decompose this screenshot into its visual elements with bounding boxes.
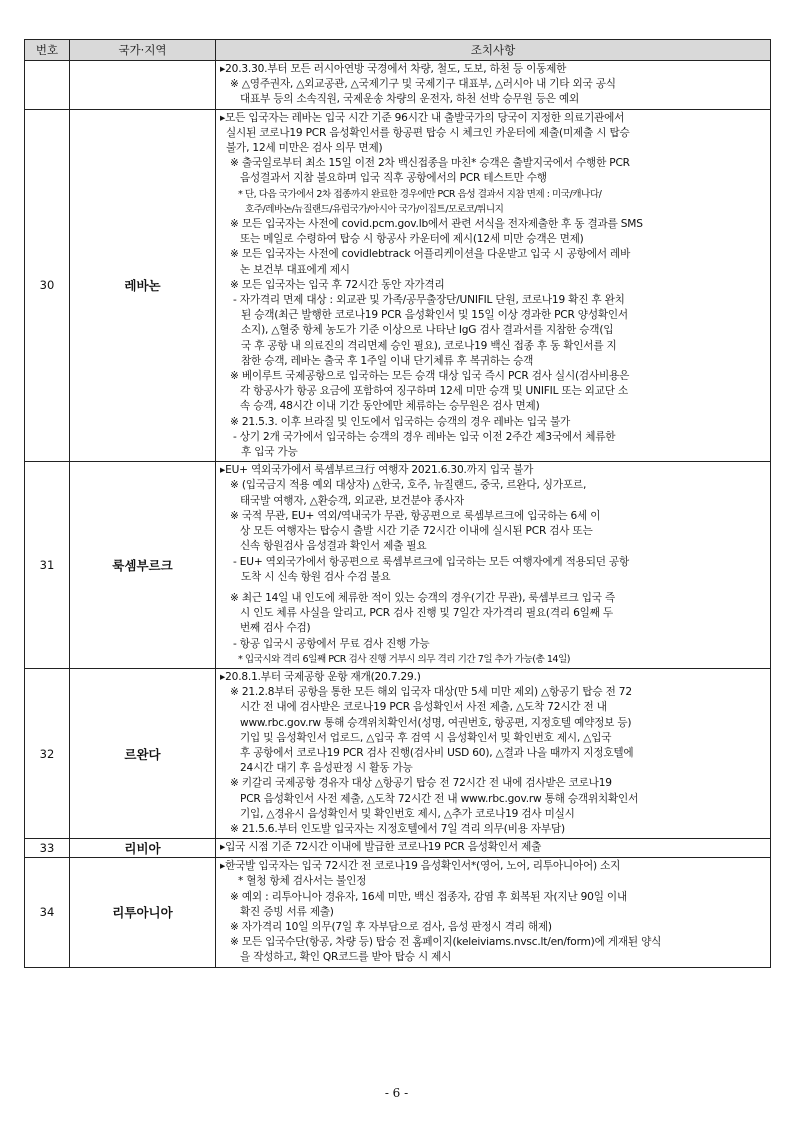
row-measures [216, 839, 771, 858]
measure-line: - EU+ 역외국가에서 항공편으로 룩셈부르크에 입국하는 모든 여행자에게 적용되던 공항 [233, 555, 629, 568]
measure-line: ▸20.8.1.부터 국제공항 운항 재개(20.7.29.) [220, 670, 421, 683]
measure-line: 시 인도 체류 사실을 알리고, PCR 검사 진행 및 7일간 자가격리 필요(격리 6일째 두 [240, 607, 613, 620]
row-number [25, 61, 70, 110]
table-row [25, 858, 771, 967]
measure-line: ▸EU+ 역외국가에서 룩셈부르크行 여행자 2021.6.30.까지 입국 불가 [220, 464, 534, 477]
measure-line: ▸모든 입국자는 레바논 입국 시간 기준 96시간 내 출발국가의 당국이 지정한 의료기관에서 [220, 111, 625, 124]
measure-line: 실시된 코로나19 PCR 음성확인서를 항공편 탑승 시 체크인 카운터에 제출(미제출 시 탑승 [226, 126, 630, 139]
table-row [25, 839, 771, 858]
measure-line: ※ 모든 입국자는 사전에 covid.pcm.gov.lb에서 관련 서식을 전자제출한 후 동 결과를 SMS [230, 218, 643, 231]
measure-line: 태국발 여행자, △환승객, 외교관, 보건분야 종사자 [240, 494, 464, 507]
measure-line: 소지), △혈중 항체 농도가 기준 이상으로 나타난 IgG 검사 결과서를 지참한 승객(입 [241, 324, 614, 337]
measure-line: 도착 시 신속 항원 검사 수검 불요 [241, 570, 391, 583]
measure-line: ※ 예외 : 리투아니아 경유자, 16세 미만, 백신 접종자, 감염 후 회복된 자(지난 90일 이내 [230, 890, 627, 903]
row-nation: 리투아니아 [70, 858, 216, 967]
table-row [25, 462, 771, 669]
measure-line: ※ 21.2.8부터 공항을 통한 모든 해외 입국자 대상(만 5세 미만 제외) △항공기 탑승 전 72 [230, 686, 632, 699]
measure-line: 또는 메일로 수령하여 탑승 시 항공사 카운터에 제시(12세 미만 승객은 면제) [240, 233, 584, 246]
measure-line: 확진 증빙 서류 제출) [240, 905, 334, 918]
measure-line: - 항공 입국시 공항에서 무료 검사 진행 가능 [233, 637, 430, 650]
measure-line: ※ 21.5.6.부터 인도발 입국자는 지정호텔에서 7일 격리 의무(비용 자부담) [230, 822, 565, 835]
measure-line: www.rbc.gov.rw 통해 승객위치확인서(성명, 여권번호, 항공편, 지정호텔 예약정보 등) [240, 716, 632, 729]
header-number: 번호 [25, 40, 70, 61]
row-nation: 룩셈부르크 [70, 462, 216, 669]
measure-line: 상 모든 여행자는 탑승시 출발 시간 기준 72시간 이내에 실시된 PCR 검사 또는 [240, 525, 593, 538]
document-page [24, 39, 770, 968]
measure-line: ※ 자가격리 10일 의무(7일 후 자부담으로 검사, 음성 판정시 격리 해제) [230, 920, 552, 933]
row-measures [216, 109, 771, 462]
measure-line: 속 승객, 48시간 이내 기간 동안에만 체류하는 승무원은 검사 면제) [240, 400, 540, 413]
row-number: 33 [25, 839, 70, 858]
row-measures [216, 61, 771, 110]
measure-line: ※ 최근 14일 내 인도에 체류한 적이 있는 승객의 경우(기간 무관), 룩셈부르크 입국 즉 [230, 591, 616, 604]
measure-line: ※ (입국금지 적용 예외 대상자) △한국, 호주, 뉴질랜드, 중국, 르완다, 싱가포르, [230, 479, 587, 492]
measure-line: 시간 전 내에 검사받은 코로나19 PCR 음성확인서 사전 제출, △도착 72시간 전 내 [240, 701, 607, 714]
measure-line: ※ △영주권자, △외교공관, △국제기구 및 국제기구 대표부, △러시아 내 기타 외국 공식 [230, 78, 616, 91]
row-nation: 리비아 [70, 839, 216, 858]
header-measures: 조치사항 [216, 40, 771, 61]
measure-line: 각 항공사가 항공 요금에 포함하여 징구하며 12세 미만 승객 및 UNIFIL 또는 외교단 소 [240, 385, 628, 398]
measure-line: ▸20.3.30.부터 모든 러시아연방 국경에서 차량, 철도, 도보, 하천 등 이동제한 [220, 63, 567, 75]
row-measures [216, 668, 771, 838]
measure-line: 국 후 공항 내 의료진의 격리면제 승인 필요), 코로나19 백신 접종 후 동 확인서를 지 [241, 339, 617, 352]
measure-line: 24시간 대기 후 음성판정 시 활동 가능 [240, 762, 413, 775]
measure-line: ※ 21.5.3. 이후 브라질 및 인도에서 입국하는 승객의 경우 레바논 입국 불가 [230, 415, 571, 428]
measure-line: ▸입국 시점 기준 72시간 이내에 발급한 코로나19 PCR 음성확인서 제출 [220, 841, 542, 854]
row-number: 34 [25, 858, 70, 967]
row-number: 32 [25, 668, 70, 838]
measure-line: 음성결과서 지참 불요하며 입국 직후 공항에서의 PCR 테스트만 수행 [240, 172, 547, 185]
measures-table [24, 39, 771, 968]
measure-line: ※ 모든 입국수단(항공, 차량 등) 탑승 전 홈페이지(keleiviams.nvsc.lt/en/form)에 게재된 양식 [230, 936, 662, 949]
measure-line: ※ 키갈리 국제공항 경유자 대상 △항공기 탑승 전 72시간 전 내에 검사받은 코로나19 [230, 777, 612, 790]
measure-line: 기입 및 음성확인서 업로드, △입국 후 검역 시 음성확인서 및 확인번호 제시, △입국 [240, 731, 612, 744]
measure-line: ※ 국적 무관, EU+ 역외/역내국가 무관, 항공편으로 룩셈부르크에 입국하는 6세 이 [230, 509, 601, 522]
measure-line: 번째 검사 수검) [240, 622, 311, 635]
measure-line: ※ 모든 입국자는 사전에 covidlebtrack 어플리케이션을 다운받고 입국 시 공항에서 레바 [230, 248, 631, 261]
measure-line: 논 보건부 대표에게 제시 [240, 263, 350, 276]
measure-line: * 입국시와 격리 6일째 PCR 검사 진행 거부시 의무 격리 기간 7일 추가 가능(총 14일) [238, 653, 571, 665]
measure-line: - 상기 2개 국가에서 입국하는 승객의 경우 레바논 입국 이전 2주간 제3국에서 체류한 [233, 430, 616, 443]
row-nation: 레바논 [70, 109, 216, 462]
measure-line: 기입, △경유시 음성확인서 및 확인번호 제시, △추가 코로나19 검사 미실시 [240, 807, 575, 820]
measure-line: 참한 승객, 레바논 출국 후 1주일 이내 단기체류 후 복귀하는 승객 [241, 354, 534, 367]
header-nation: 국가·지역 [70, 40, 216, 61]
measure-line: ▸한국발 입국자는 입국 72시간 전 코로나19 음성확인서*(영어, 노어, 리투아니아어) 소지 [220, 860, 621, 873]
measure-line: ※ 출국일로부터 최소 15일 이전 2차 백신접종을 마친* 승객은 출발지국에서 수행한 PCR [230, 157, 630, 170]
row-nation: 르완다 [70, 668, 216, 838]
page-number: - 6 - [384, 1086, 409, 1100]
row-number: 31 [25, 462, 70, 669]
measure-line: PCR 음성확인서 사전 제출, △도착 72시간 전 내 www.rbc.gov.rw 통해 승객위치확인서 [240, 792, 639, 805]
measure-line: ※ 모든 입국자는 입국 후 72시간 동안 자가격리 [230, 278, 445, 291]
table-header-row [25, 40, 771, 61]
measure-line: 불가, 12세 미만은 검사 의무 면제) [226, 142, 383, 155]
measure-line: 후 공항에서 코로나19 PCR 검사 진행(검사비 USD 60), △결과 나올 때까지 지정호텔에 [240, 746, 634, 759]
measure-line: 을 작성하고, 확인 QR코드를 받아 탑승 시 제시 [240, 951, 452, 964]
measure-line: * 단, 다음 국가에서 2차 접종까지 완료한 경우에만 PCR 음성 결과서 지참 면제 : 미국/캐나다/ [238, 188, 602, 200]
table-row [25, 109, 771, 462]
measure-line: 신속 항원검사 음성결과 확인서 제출 필요 [240, 540, 427, 553]
measure-line: * 혈청 항체 검사서는 불인정 [238, 875, 367, 888]
measure-line: 후 입국 가능 [241, 446, 298, 459]
measure-line: - 자가격리 면제 대상 : 외교관 및 가족/공무출장단/UNIFIL 단원, 코로나19 확진 후 완치 [233, 294, 625, 307]
row-number: 30 [25, 109, 70, 462]
measure-line: 호주/레바논/뉴질랜드/유럽국가/아시아 국가/이집트/모로코/튀니지 [245, 203, 504, 215]
table-row [25, 668, 771, 838]
row-measures [216, 858, 771, 967]
measure-line: 된 승객(최근 발행한 코로나19 PCR 음성확인서 및 15일 이상 경과한 PCR 양성확인서 [241, 309, 628, 322]
table-row [25, 61, 771, 110]
row-measures [216, 462, 771, 669]
row-nation [70, 61, 216, 110]
measure-line: 대표부 등의 소속직원, 국제운송 차량의 운전자, 하천 선박 승무원 등은 예외 [240, 93, 580, 106]
measure-line: ※ 베이루트 국제공항으로 입국하는 모든 승객 대상 입국 즉시 PCR 검사 실시(검사비용은 [230, 370, 630, 383]
